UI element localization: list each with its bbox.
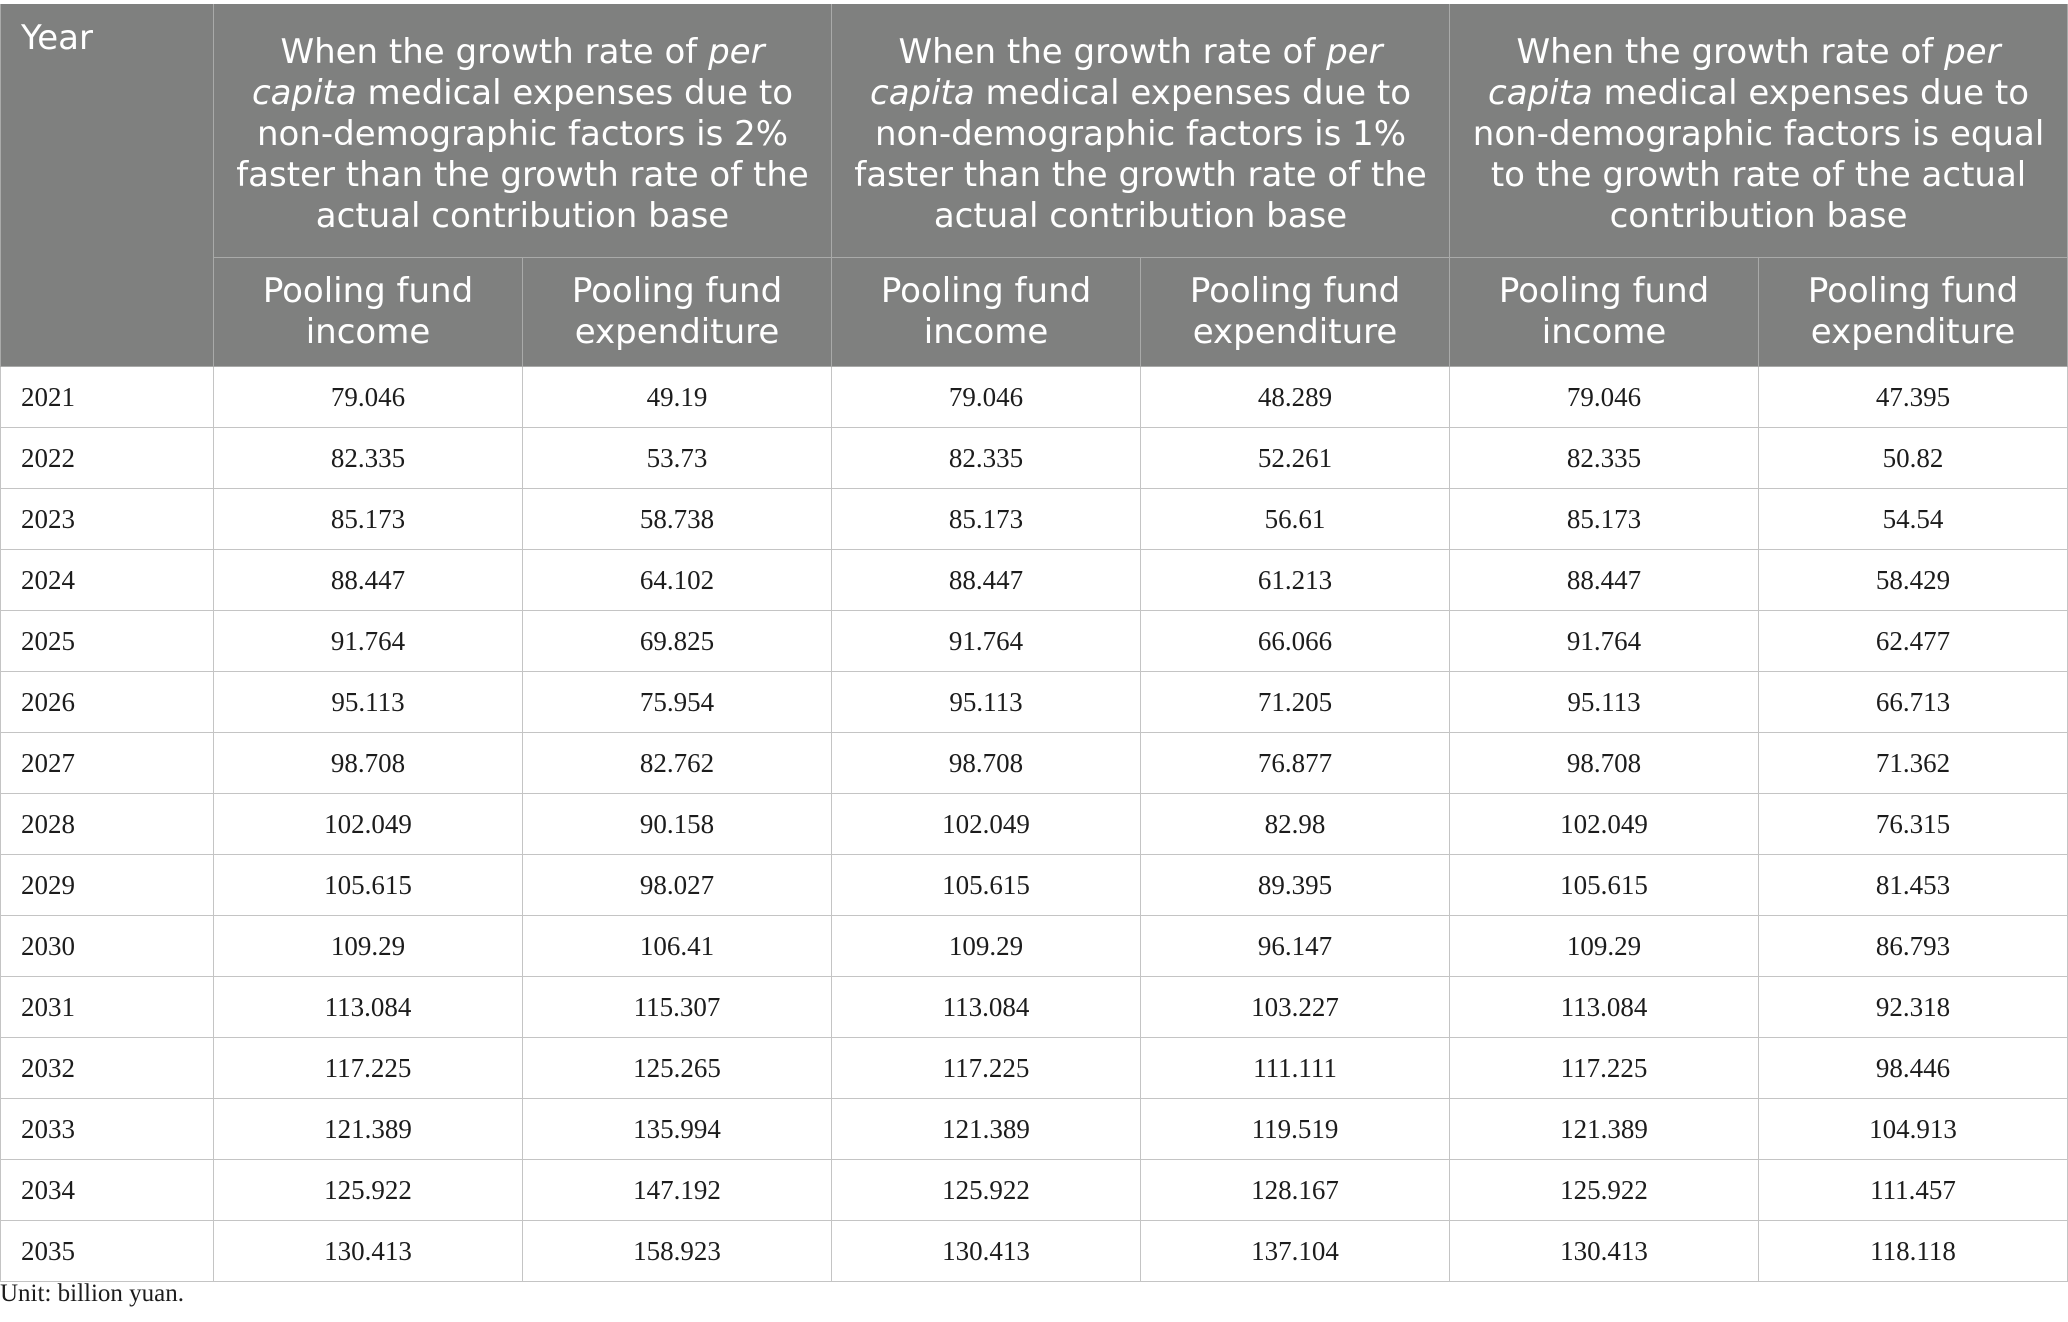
income-cell: 130.413: [1450, 1221, 1759, 1282]
income-cell: 105.615: [832, 855, 1141, 916]
year-cell: 2022: [1, 428, 214, 489]
expenditure-cell: 86.793: [1759, 916, 2068, 977]
income-cell: 130.413: [214, 1221, 523, 1282]
expenditure-cell: 115.307: [523, 977, 832, 1038]
subheader-expenditure: Pooling fund expenditure: [1141, 258, 1450, 367]
expenditure-cell: 137.104: [1141, 1221, 1450, 1282]
expenditure-cell: 81.453: [1759, 855, 2068, 916]
subheader-income: Pooling fund income: [832, 258, 1141, 367]
expenditure-cell: 128.167: [1141, 1160, 1450, 1221]
table-row: [1, 794, 2068, 855]
year-cell: 2031: [1, 977, 214, 1038]
expenditure-cell: 52.261: [1141, 428, 1450, 489]
income-cell: 102.049: [832, 794, 1141, 855]
table-row: [1, 672, 2068, 733]
subheader-expenditure: Pooling fund expenditure: [523, 258, 832, 367]
income-cell: 102.049: [214, 794, 523, 855]
expenditure-cell: 92.318: [1759, 977, 2068, 1038]
income-cell: 130.413: [832, 1221, 1141, 1282]
income-cell: 105.615: [1450, 855, 1759, 916]
table-container: [0, 4, 2068, 1282]
year-cell: 2025: [1, 611, 214, 672]
year-cell: 2027: [1, 733, 214, 794]
expenditure-cell: 48.289: [1141, 367, 1450, 428]
year-cell: 2021: [1, 367, 214, 428]
table-body: [1, 367, 2068, 1282]
expenditure-cell: 119.519: [1141, 1099, 1450, 1160]
year-cell: 2026: [1, 672, 214, 733]
year-cell: 2028: [1, 794, 214, 855]
income-cell: 117.225: [214, 1038, 523, 1099]
table-row: [1, 489, 2068, 550]
expenditure-cell: 96.147: [1141, 916, 1450, 977]
income-cell: 121.389: [1450, 1099, 1759, 1160]
year-cell: 2030: [1, 916, 214, 977]
table-row: [1, 1221, 2068, 1282]
expenditure-cell: 125.265: [523, 1038, 832, 1099]
expenditure-cell: 104.913: [1759, 1099, 2068, 1160]
scenario-header-2: When the growth rate of per capita medical expenses due to non-demographic factors is 1% faster than the growth rate of the actual contribution base: [832, 4, 1450, 258]
expenditure-cell: 158.923: [523, 1221, 832, 1282]
table-row: [1, 1099, 2068, 1160]
income-cell: 95.113: [214, 672, 523, 733]
year-cell: 2032: [1, 1038, 214, 1099]
expenditure-cell: 111.457: [1759, 1160, 2068, 1221]
expenditure-cell: 89.395: [1141, 855, 1450, 916]
unit-footnote: Unit: billion yuan.: [0, 1280, 185, 1307]
income-cell: 82.335: [1450, 428, 1759, 489]
subheader-income: Pooling fund income: [214, 258, 523, 367]
expenditure-cell: 103.227: [1141, 977, 1450, 1038]
income-cell: 109.29: [214, 916, 523, 977]
table-row: [1, 1160, 2068, 1221]
year-cell: 2029: [1, 855, 214, 916]
income-cell: 88.447: [1450, 550, 1759, 611]
year-cell: 2035: [1, 1221, 214, 1282]
table-row: [1, 428, 2068, 489]
income-cell: 95.113: [1450, 672, 1759, 733]
expenditure-cell: 47.395: [1759, 367, 2068, 428]
income-cell: 125.922: [214, 1160, 523, 1221]
expenditure-cell: 62.477: [1759, 611, 2068, 672]
income-cell: 125.922: [1450, 1160, 1759, 1221]
expenditure-cell: 82.762: [523, 733, 832, 794]
table-row: [1, 367, 2068, 428]
expenditure-cell: 111.111: [1141, 1038, 1450, 1099]
table-row: [1, 611, 2068, 672]
expenditure-cell: 49.19: [523, 367, 832, 428]
expenditure-cell: 82.98: [1141, 794, 1450, 855]
income-cell: 91.764: [214, 611, 523, 672]
expenditure-cell: 71.205: [1141, 672, 1450, 733]
expenditure-cell: 53.73: [523, 428, 832, 489]
expenditure-cell: 50.82: [1759, 428, 2068, 489]
expenditure-cell: 66.713: [1759, 672, 2068, 733]
income-cell: 79.046: [1450, 367, 1759, 428]
expenditure-cell: 69.825: [523, 611, 832, 672]
table-row: [1, 855, 2068, 916]
income-cell: 95.113: [832, 672, 1141, 733]
income-cell: 82.335: [214, 428, 523, 489]
expenditure-cell: 118.118: [1759, 1221, 2068, 1282]
income-cell: 98.708: [1450, 733, 1759, 794]
expenditure-cell: 98.027: [523, 855, 832, 916]
expenditure-cell: 56.61: [1141, 489, 1450, 550]
scenario-header-3: When the growth rate of per capita medical expenses due to non-demographic factors is equal to the growth rate of the actual contribution base: [1450, 4, 2068, 258]
year-cell: 2034: [1, 1160, 214, 1221]
income-cell: 79.046: [214, 367, 523, 428]
income-cell: 117.225: [832, 1038, 1141, 1099]
expenditure-cell: 58.429: [1759, 550, 2068, 611]
expenditure-cell: 90.158: [523, 794, 832, 855]
income-cell: 109.29: [832, 916, 1141, 977]
expenditure-cell: 76.315: [1759, 794, 2068, 855]
expenditure-cell: 147.192: [523, 1160, 832, 1221]
expenditure-cell: 54.54: [1759, 489, 2068, 550]
income-cell: 88.447: [214, 550, 523, 611]
income-cell: 91.764: [1450, 611, 1759, 672]
scenario-header-1: When the growth rate of per capita medical expenses due to non-demographic factors is 2% faster than the growth rate of the actual contribution base: [214, 4, 832, 258]
data-table: [0, 4, 2068, 1282]
year-cell: 2033: [1, 1099, 214, 1160]
income-cell: 105.615: [214, 855, 523, 916]
table-row: [1, 916, 2068, 977]
table-row: [1, 977, 2068, 1038]
subheader-income: Pooling fund income: [1450, 258, 1759, 367]
income-cell: 98.708: [832, 733, 1141, 794]
expenditure-cell: 76.877: [1141, 733, 1450, 794]
income-cell: 109.29: [1450, 916, 1759, 977]
income-cell: 102.049: [1450, 794, 1759, 855]
year-cell: 2023: [1, 489, 214, 550]
table-row: [1, 550, 2068, 611]
table-row: [1, 733, 2068, 794]
expenditure-cell: 98.446: [1759, 1038, 2068, 1099]
subheader-expenditure: Pooling fund expenditure: [1759, 258, 2068, 367]
table-row: [1, 1038, 2068, 1099]
income-cell: 113.084: [832, 977, 1141, 1038]
expenditure-cell: 64.102: [523, 550, 832, 611]
income-cell: 113.084: [214, 977, 523, 1038]
expenditure-cell: 61.213: [1141, 550, 1450, 611]
expenditure-cell: 135.994: [523, 1099, 832, 1160]
income-cell: 98.708: [214, 733, 523, 794]
income-cell: 121.389: [832, 1099, 1141, 1160]
table-header: [1, 4, 2068, 367]
income-cell: 117.225: [1450, 1038, 1759, 1099]
expenditure-cell: 75.954: [523, 672, 832, 733]
income-cell: 91.764: [832, 611, 1141, 672]
income-cell: 82.335: [832, 428, 1141, 489]
expenditure-cell: 106.41: [523, 916, 832, 977]
income-cell: 85.173: [214, 489, 523, 550]
expenditure-cell: 71.362: [1759, 733, 2068, 794]
income-cell: 125.922: [832, 1160, 1141, 1221]
income-cell: 85.173: [832, 489, 1141, 550]
income-cell: 79.046: [832, 367, 1141, 428]
expenditure-cell: 66.066: [1141, 611, 1450, 672]
income-cell: 85.173: [1450, 489, 1759, 550]
income-cell: 88.447: [832, 550, 1141, 611]
income-cell: 121.389: [214, 1099, 523, 1160]
expenditure-cell: 58.738: [523, 489, 832, 550]
income-cell: 113.084: [1450, 977, 1759, 1038]
year-column-header: Year: [1, 4, 214, 367]
year-cell: 2024: [1, 550, 214, 611]
